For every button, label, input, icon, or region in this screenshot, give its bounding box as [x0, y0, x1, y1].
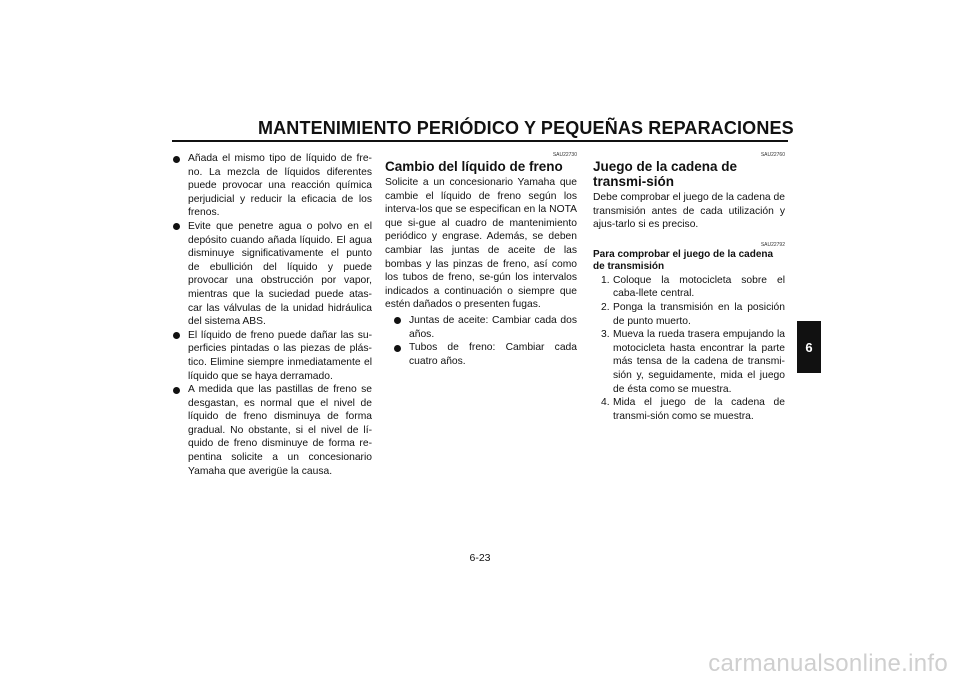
steps-list [593, 274, 785, 424]
section-code: SAU22730 [552, 152, 577, 158]
section-heading: Juego de la cadena de transmi-sión [593, 159, 738, 189]
bullet-item: Evite que penetre agua o polvo en el depósito cuando añada líquido. El agua disminuye significativamente el punto de ebullición del líquido y puede provocar una obstrucción por vapor, mientras que la suciedad puede atas-car las válvulas de la unidad hidráulica del sistema ABS. [172, 220, 372, 329]
section-paragraph: Solicite a un concesionario Yamaha que cambie el líquido de freno según los interva-los que se especifican en la NOTA que si-gue al cuadro de mantenimiento periódico y engrase. Además, se deben cambiar las juntas de aceite de las bombas y las pinzas de freno, así como los tubos de freno, se-gún los intervalos indicados a continuación o siempre que estén dañados o presenten fugas. [385, 177, 577, 311]
bullet-list [393, 314, 577, 368]
bullet-item: Tubos de freno: Cambiar cada cuatro años. [393, 341, 577, 368]
page-number: 6-23 [469, 552, 491, 564]
section-code: SAU22760 [760, 152, 785, 158]
chapter-tab: 6 [797, 321, 821, 373]
column-3 [593, 152, 785, 423]
bullet-list [172, 152, 372, 478]
subsection-heading: Para comprobar el juego de la cadena de transmisión [593, 248, 774, 272]
header-rule [172, 140, 788, 142]
step-number: 2. [601, 301, 610, 313]
section-heading: Cambio del líquido de freno [385, 159, 563, 174]
step-number: 3. [601, 329, 610, 341]
bullet-item: El líquido de freno puede dañar las su-perficies pintadas o las piezas de plás-tico. Elimine siempre inmediatamente el líquido que se haya derramado. [172, 329, 372, 383]
step-text: Coloque la motocicleta sobre el caba-llete central. [613, 274, 785, 300]
step-text: Mueva la rueda trasera empujando la motocicleta hasta encontrar la parte más tensa de la cadena de transmi-sión y, seguidamente, mida el juego de ésta como se muestra. [613, 329, 785, 395]
watermark: carmanualsonline.info [708, 650, 948, 677]
step-number: 4. [601, 397, 610, 409]
step-text: Mida el juego de la cadena de transmi-sión como se muestra. [613, 397, 785, 422]
section-paragraph: Debe comprobar el juego de la cadena de transmisión antes de cada utilización y ajus-tarlo si es preciso. [593, 192, 785, 231]
page-title: MANTENIMIENTO PERIÓDICO Y PEQUEÑAS REPARACIONES [258, 118, 794, 138]
step-item [593, 396, 785, 423]
column-1 [172, 152, 372, 478]
section-code: SAU22792 [760, 241, 785, 248]
bullet-item: Juntas de aceite: Cambiar cada dos años. [393, 314, 577, 341]
step-item [593, 301, 785, 328]
step-item [593, 274, 785, 301]
column-2 [385, 152, 577, 368]
bullet-item: Añada el mismo tipo de líquido de fre-no. La mezcla de líquidos diferentes puede provocar una reacción química perjudicial y reducir la eficacia de los frenos. [172, 152, 372, 220]
step-number: 1. [601, 274, 610, 286]
step-item [593, 328, 785, 396]
bullet-item: A medida que las pastillas de freno se desgastan, es normal que el nivel de líquido de freno disminuya de forma gradual. No obstante, si el nivel de lí-quido de freno disminuye de forma re-pentina solicite a un concesionario Yamaha que averigüe la causa. [172, 383, 372, 478]
step-text: Ponga la transmisión en la posición de punto muerto. [613, 301, 785, 327]
